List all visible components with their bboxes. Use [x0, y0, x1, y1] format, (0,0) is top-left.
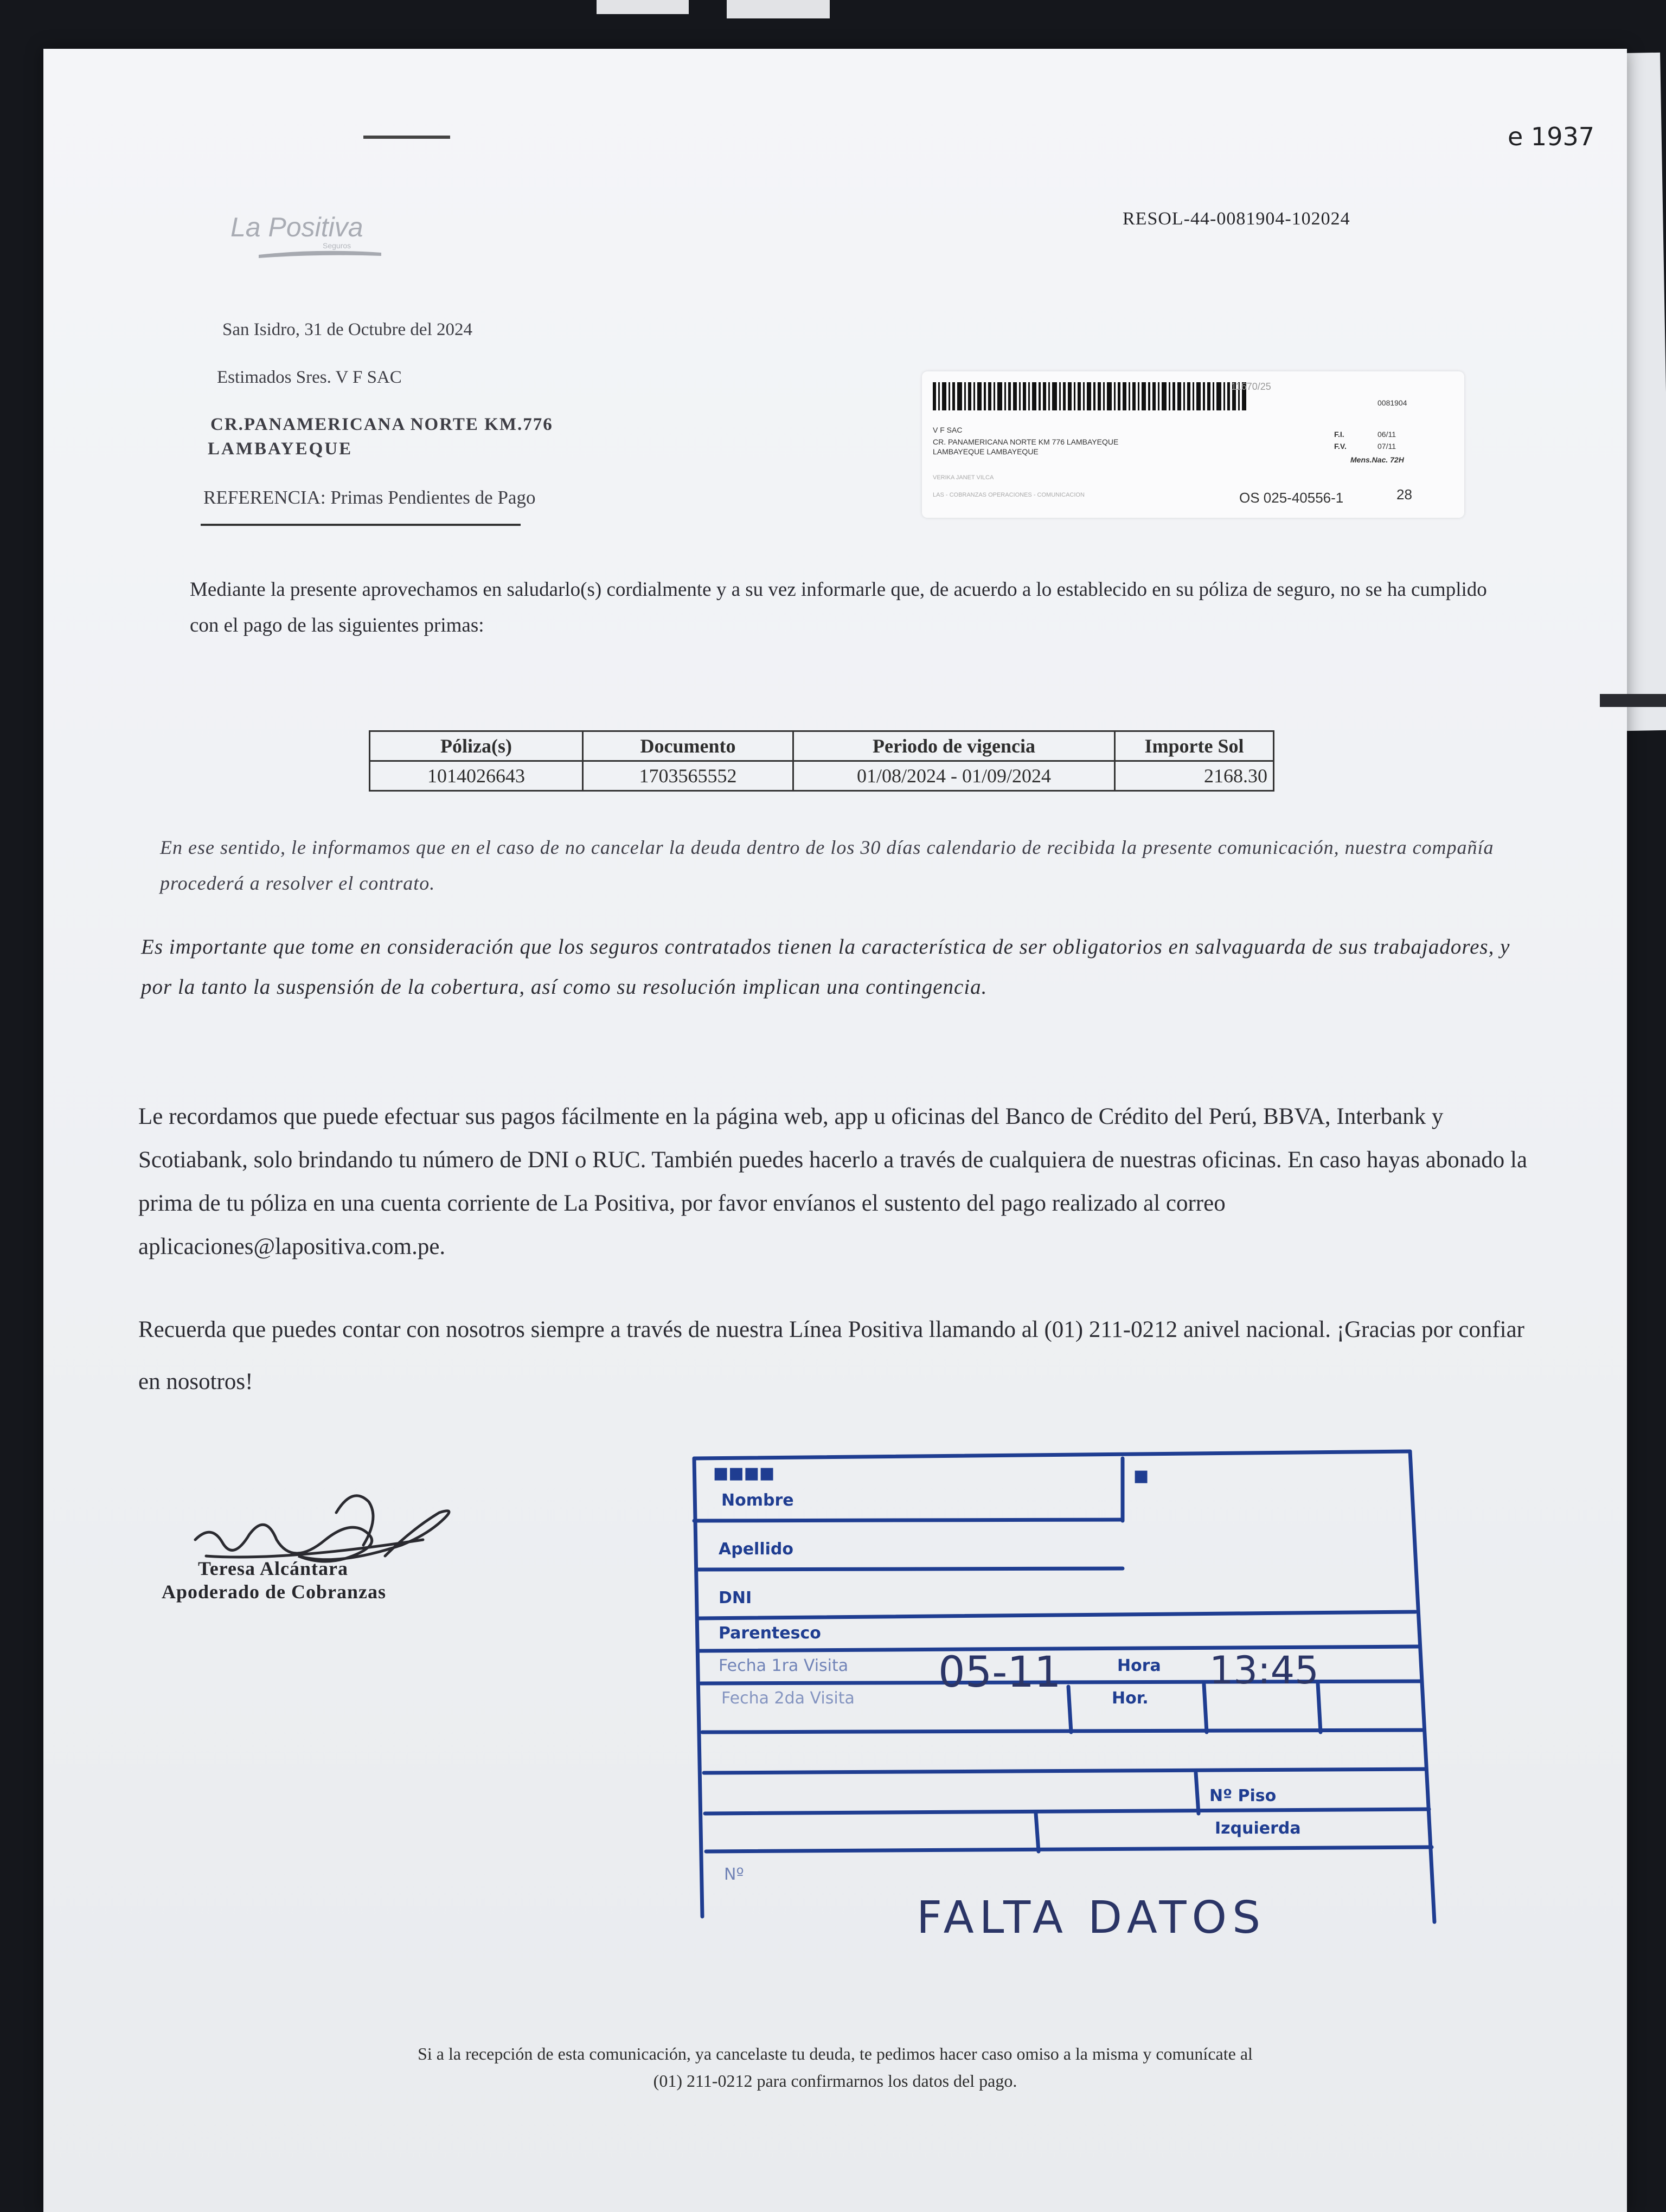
shipping-label	[922, 371, 1464, 518]
paragraph-importante: Es importante que tome en consideración que los seguros contratados tienen la característica de ser obligatorios en salvaguarda de sus trabajadores, y por la tanto la suspensión de la cobertura, así como su resolución implican una contingencia.	[141, 935, 1510, 999]
barcode-icon	[933, 382, 1247, 410]
col-poliza: Póliza(s)	[370, 731, 583, 761]
stamp-label-dni: DNI	[719, 1589, 752, 1607]
stamp-label-hora: Hora	[1117, 1656, 1161, 1675]
table-row	[370, 761, 1274, 791]
premiums-table	[369, 730, 1274, 792]
corner-note: e 1937	[1508, 122, 1594, 151]
stamp-label-hor: Hor.	[1112, 1689, 1149, 1708]
stamp-label-fecha2: Fecha 2da Visita	[721, 1689, 855, 1708]
cell-documento: 1703565552	[583, 761, 793, 791]
logo-swoosh-icon	[258, 247, 382, 261]
handwritten-note: FALTA DATOS	[917, 1892, 1266, 1944]
company-logo-sub: Seguros	[323, 241, 351, 250]
label-recipient: V F SAC	[933, 426, 963, 434]
handwritten-time: 13:45	[1209, 1648, 1319, 1693]
table-header-row	[370, 731, 1274, 761]
label-fi: F.I.	[1334, 430, 1344, 439]
reference: REFERENCIA: Primas Pendientes de Pago	[203, 487, 536, 508]
intro-paragraph: Mediante la presente aprovechamos en saludarlo(s) cordialmente y a su vez informarle que, de acuerdo a lo establecido en su póliza de seguro, no se ha cumplido con el pago de las siguientes primas:	[190, 578, 1487, 636]
label-sender: VERIKA JANET VILCA	[933, 474, 994, 481]
footer-line-2: (01) 211-0212 para confirmarnos los datos del pago.	[653, 2071, 1017, 2091]
label-os-number: 28	[1396, 486, 1412, 503]
footer-line-1: Si a la recepción de esta comunicación, ya cancelaste tu deuda, te pedimos hacer caso omiso a la misma y comunícate al	[418, 2044, 1253, 2063]
label-fi-value: 06/11	[1377, 430, 1396, 439]
cell-importe: 2168.30	[1115, 761, 1274, 791]
cell-poliza: 1014026643	[370, 761, 583, 791]
stamp-redacted-mark: ■■■■	[713, 1464, 775, 1483]
label-fv: F.V.	[1334, 442, 1347, 451]
stamp-label-numero: Nº	[724, 1865, 744, 1884]
label-fv-value: 07/11	[1377, 442, 1396, 451]
background-edge-bar	[1600, 694, 1666, 707]
label-mens: Mens.Nac. 72H	[1350, 455, 1404, 464]
resolution-code: RESOL-44-0081904-102024	[1123, 209, 1350, 229]
label-right-code: 0081904	[1377, 398, 1407, 407]
top-mark	[363, 136, 450, 139]
delivery-stamp	[689, 1439, 1502, 2003]
background-paper-edge	[597, 0, 689, 14]
paragraph-linea: Recuerda que puedes contar con nosotros siempre a través de nuestra Línea Positiva llamando al (01) 211-0212 anivel nacional. ¡Gracias por confiar en nosotros!	[138, 1317, 1525, 1394]
signatory-title: Apoderado de Cobranzas	[162, 1581, 387, 1603]
letter-page	[43, 49, 1627, 2212]
greeting: Estimados Sres. V F SAC	[217, 368, 402, 387]
label-dept: LAS - COBRANZAS OPERACIONES - COMUNICACION	[933, 492, 1085, 498]
cell-periodo: 01/08/2024 - 01/09/2024	[793, 761, 1115, 791]
stamp-redacted-mark-2: ■	[1133, 1467, 1149, 1486]
paragraph-sentido: En ese sentido, le informamos que en el caso de no cancelar la deuda dentro de los 30 días calendario de recibida la presente comunicación, nuestra compañía procederá a resolver el contrato.	[160, 837, 1494, 894]
stamp-label-izquierda: Izquierda	[1215, 1819, 1301, 1838]
stamp-label-fecha1: Fecha 1ra Visita	[719, 1656, 849, 1675]
stamp-label-nombre: Nombre	[721, 1491, 794, 1510]
background-paper-edge	[727, 0, 830, 18]
stamp-label-apellido: Apellido	[719, 1540, 793, 1559]
stamp-label-parentesco: Parentesco	[719, 1624, 821, 1643]
label-top-code: 11670/25	[1231, 381, 1271, 392]
label-address-2: LAMBAYEQUE LAMBAYEQUE	[933, 447, 1039, 456]
paragraph-pagos: Le recordamos que puede efectuar sus pagos fácilmente en la página web, app u oficinas del Banco de Crédito del Perú, BBVA, Interbank y Scotiabank, solo brindando tu número de DNI o RUC. También puedes hacerlo a través de cualquiera de nuestras oficinas. En caso hayas abonado la prima de tu póliza en una cuenta corriente de La Positiva, por favor envíanos el sustento del pago realizado al correo aplicaciones@lapositiva.com.pe.	[138, 1104, 1528, 1259]
label-address-1: CR. PANAMERICANA NORTE KM 776 LAMBAYEQUE	[933, 438, 1119, 446]
stamp-label-piso: Nº Piso	[1209, 1786, 1277, 1805]
signatory-name: Teresa Alcántara	[198, 1558, 348, 1579]
handwritten-date: 05-11	[938, 1648, 1061, 1697]
reference-underline	[201, 524, 521, 526]
col-periodo: Periodo de vigencia	[793, 731, 1115, 761]
address-line-1: CR.PANAMERICANA NORTE KM.776	[210, 415, 553, 434]
col-documento: Documento	[583, 731, 793, 761]
label-os-code: OS 025-40556-1	[1239, 490, 1344, 506]
address-line-2: LAMBAYEQUE	[208, 439, 353, 459]
date-line: San Isidro, 31 de Octubre del 2024	[222, 320, 472, 339]
company-logo: La Positiva	[230, 212, 363, 242]
col-importe: Importe Sol	[1115, 731, 1274, 761]
